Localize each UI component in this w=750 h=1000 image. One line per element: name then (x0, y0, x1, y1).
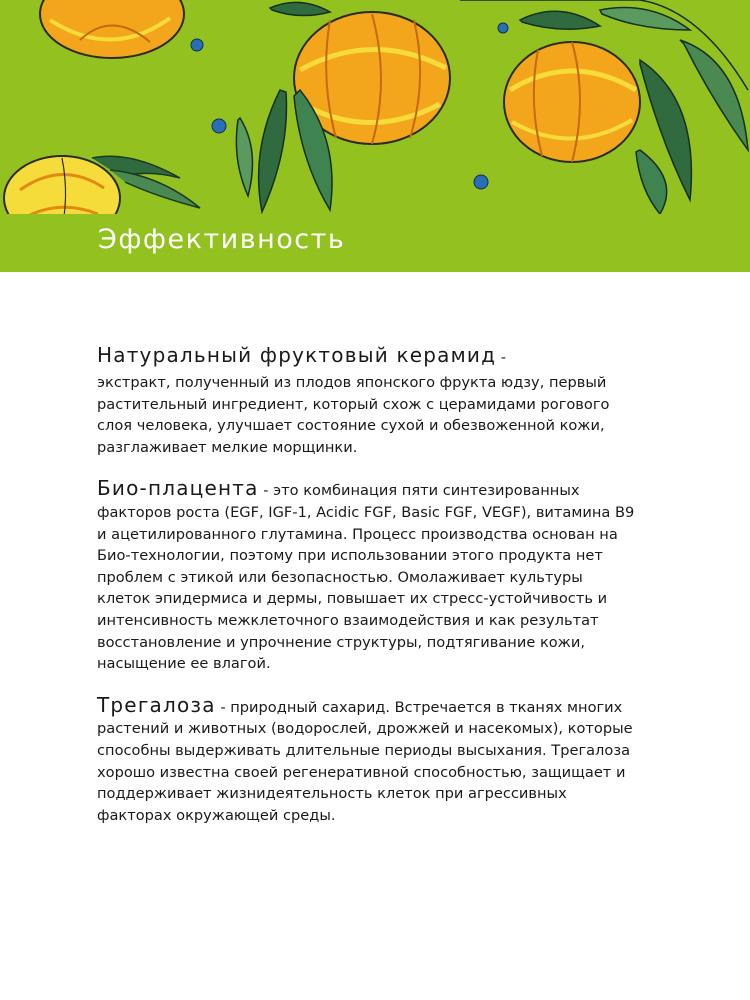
separator: - (496, 349, 507, 366)
section-text: это комбинация пяти синтезированных факторов роста (EGF, IGF-1, Acidic FGF, Basic FGF, VEGF), витамина B9 и ацетилированного глутамина. Процесс производства основан на Био-технологии, поэтому при использовании этого продукта нет проблем с этикой или безопасностью. Омолаживает культуры клеток эпидермиса и дермы, повышает их стресс-устойчивость и интенсивность межклеточного взаимодействия и как результат восстановление и упрочнение структуры, подтягивание кожи, насыщение ее влагой. (97, 482, 635, 673)
section-paragraph (97, 692, 637, 827)
separator: - (215, 698, 231, 716)
fruit-top-left (40, 0, 184, 58)
section-ceramide (97, 338, 637, 458)
section-paragraph (97, 338, 637, 458)
page-title: Эффективность (98, 224, 346, 255)
section-trehalose (97, 692, 637, 827)
section-text: экстракт, полученный из плодов японского фрукта юдзу, первый растительный ингредиент, который схож с церамидами рогового слоя человека, улучшает состояние сухой и обезвоженной кожи, разглаживает мелкие морщинки. (97, 374, 610, 456)
section-paragraph (97, 478, 637, 674)
fruit-right (504, 42, 640, 162)
section-term: Био-плацента (97, 476, 259, 501)
content (97, 338, 637, 846)
section-term: Трегалоза (97, 692, 216, 717)
separator: - (258, 482, 274, 500)
section-bio-placenta (97, 478, 637, 674)
section-term: Натуральный фруктовый керамид (97, 343, 497, 367)
section-text: природный сахарид. Встречается в тканях многих растений и животных (водорослей, дрожжей и насекомых), которые способны выдерживать длительные периоды высыхания. Трегалоза хорошо известна своей регенеративной способностью, защищает и поддерживает жизнидеятельность клеток при агрессивных факторах окружающей среды. (97, 698, 633, 824)
